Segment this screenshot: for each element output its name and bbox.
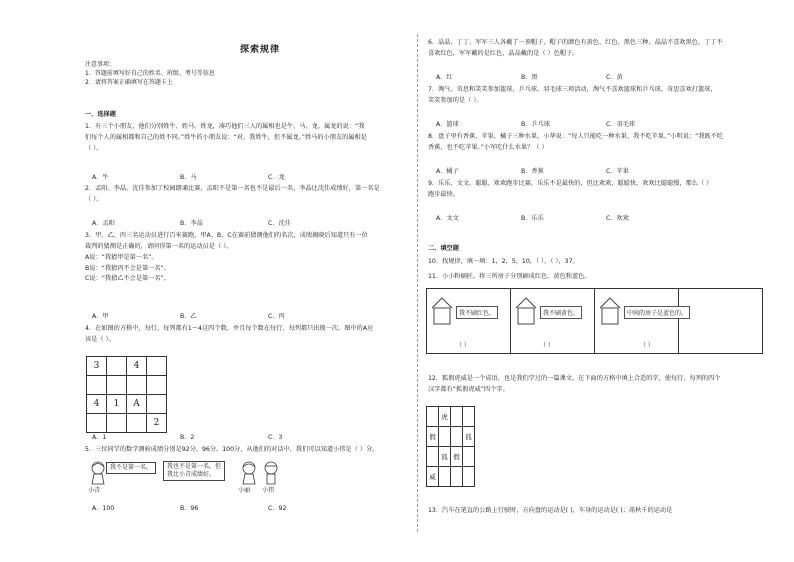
question-2 — [85, 184, 413, 206]
option-c[interactable]: C．沈佳 — [268, 220, 291, 227]
idiom-cell: 威 — [427, 467, 439, 487]
q8-options — [436, 166, 629, 175]
grid-cell — [107, 414, 127, 433]
question-3 — [85, 231, 413, 285]
notice-item: 2．请将答案正确填写在答题卡上 — [85, 79, 173, 86]
grid-cell — [127, 376, 147, 395]
question-line: 5．三位同学的数学测验成绩分别是92分、96分、100分，从他们的对话中，我们可以知道小伟是（ ）分。 — [85, 446, 379, 453]
q6-options — [436, 72, 623, 81]
question-line: 6．晶晶、丁丁、军军三人各戴了一顶帽子，帽子的颜色有黄色、红色、黑色三种。晶晶不喜欢黑色，丁丁不 — [428, 39, 723, 46]
question-line: 8．盘子里有香蕉、苹果、橘子三种水果，小华说：“每人只能吃一种水果，我不吃苹果。”小明说：“我既不吃 — [428, 133, 724, 140]
idiom-cell[interactable] — [439, 467, 451, 487]
notice-item: 1．答题前填写好自己的姓名、班级、考号等信息 — [85, 70, 215, 77]
bubble-line: 我也不是第一名，但 — [167, 463, 222, 470]
question-line: 12．狐假虎威是一个成语，也是我们学过的一篇课文。在下面的方格中填上合适的字，使每行、每列的四个 — [428, 375, 721, 382]
q7-options — [436, 119, 635, 128]
option-b[interactable]: B．香蕉 — [521, 168, 544, 175]
option-c[interactable]: C．92 — [268, 505, 287, 512]
notice-heading: 注意事项： — [85, 61, 116, 68]
house-2-label: 我不刷黄色。 — [540, 306, 582, 319]
option-c[interactable]: C．苹果 — [606, 168, 629, 175]
q2-options — [92, 218, 291, 227]
idiom-cell: 狐 — [439, 447, 451, 467]
q4-options — [92, 432, 282, 441]
grid-cell — [107, 357, 127, 376]
house-1-label: 我不刷红色。 — [456, 306, 498, 319]
option-b[interactable]: B．黑 — [521, 74, 538, 81]
question-4 — [85, 324, 413, 346]
question-line: 4．在如图的方格中，每行、每列都有1～4这四个数，并且每个数在每行、每列都只出现一次。图中的A应 — [85, 325, 374, 332]
question-line: B说：“我猜丙不会是第一名”。 — [85, 264, 170, 272]
question-line: 汉字都有“狐假虎威”四个字。 — [428, 385, 509, 393]
grid-cell: 1 — [107, 395, 127, 414]
question-7 — [428, 85, 764, 107]
option-a[interactable]: A．孟阳 — [92, 220, 115, 227]
question-line: 7．淘气、奇思和笑笑参加篮球、乒乓球、羽毛球三项活动，淘气不喜欢篮球和乒乓球，奇思喜欢打篮球， — [428, 86, 717, 93]
name-xiaowei: 小伟 — [262, 487, 275, 494]
option-a[interactable]: A．篮球 — [436, 121, 459, 128]
house-3-answer[interactable]: （ ） — [640, 342, 654, 349]
houses-panel — [426, 288, 763, 354]
question-8 — [428, 132, 764, 154]
number-grid — [86, 356, 167, 433]
question-line: 3．甲、乙、丙三名运动员进行百米赛跑，甲A、B、C在赛前猜测他们的名次，成绩揭晓后知道只有一位 — [85, 232, 368, 239]
option-a[interactable]: A．红 — [436, 74, 453, 81]
idiom-cell: 虎 — [439, 407, 451, 427]
idiom-cell: 假 — [451, 447, 463, 467]
question-10: 10．找规律，填一填：1，2，5，10，（ ），（ ），37。 — [428, 258, 579, 265]
section-heading-choice: 一、选择题 — [85, 111, 116, 118]
notice-block — [85, 60, 215, 87]
option-b[interactable]: B．乙 — [180, 313, 197, 320]
speech-bubble-xiaoli — [163, 461, 225, 481]
option-c[interactable]: C．羽毛球 — [606, 121, 636, 128]
q9-options — [436, 213, 629, 222]
house-2-icon — [514, 296, 538, 326]
question-line: （ ）。 — [85, 195, 103, 203]
question-line: 们每个人的属相都和自己的姓不同。”姓牛的小朋友说：“对，我姓牛，但不属龙。”姓马的小朋友的属相是 — [85, 133, 367, 141]
question-6 — [428, 38, 764, 60]
house-3-icon — [598, 296, 622, 326]
option-a[interactable]: A．甲 — [92, 313, 109, 320]
question-9 — [428, 179, 764, 201]
option-c[interactable]: C．欢欢 — [606, 215, 629, 222]
grid-cell: 4 — [87, 395, 107, 414]
option-c[interactable]: C．黄 — [606, 74, 623, 81]
speech-bubble-xiaoqing: 我不是第一名。 — [106, 462, 156, 474]
page-title: 探索规律 — [239, 45, 280, 55]
grid-cell: A — [127, 395, 147, 414]
option-b[interactable]: B．2 — [180, 434, 195, 441]
name-xiaoli: 小丽 — [238, 487, 251, 494]
idiom-cell[interactable] — [451, 467, 463, 487]
question-line: 该是（ ）。 — [85, 335, 115, 343]
question-line: 1．有三个小朋友，他们分别姓牛、姓马、姓龙，凑巧他们三人的属相也是牛、马、龙。属龙的说：“我 — [85, 123, 365, 130]
option-a[interactable]: A．100 — [92, 505, 115, 512]
grid-cell — [147, 376, 167, 395]
idiom-cell[interactable] — [439, 427, 451, 447]
idiom-cell[interactable] — [463, 447, 475, 467]
idiom-cell[interactable] — [427, 447, 439, 467]
column-divider — [417, 34, 418, 532]
idiom-cell[interactable] — [463, 467, 475, 487]
option-c[interactable]: C．丙 — [268, 313, 285, 320]
question-line: 笑笑参加的是（ ）。 — [428, 96, 483, 104]
question-line: 跑步最快。 — [428, 190, 459, 198]
question-line: （ ）。 — [85, 144, 103, 152]
option-c[interactable]: C．3 — [268, 434, 283, 441]
question-12 — [428, 374, 764, 396]
option-a[interactable]: A．文文 — [436, 215, 459, 222]
question-5 — [85, 445, 415, 456]
idiom-cell[interactable] — [451, 427, 463, 447]
question-line: 裁判的猜测是正确的，请问得第一名的运动员是（ ）。 — [85, 242, 233, 250]
idiom-cell[interactable] — [427, 407, 439, 427]
idiom-cell: 狐 — [463, 427, 475, 447]
idiom-cell[interactable] — [451, 407, 463, 427]
grid-cell — [87, 376, 107, 395]
question-line: C说：“我猜乙不会是第一名”。 — [85, 275, 170, 283]
option-c[interactable]: C．龙 — [268, 174, 285, 181]
house-2-answer[interactable]: （ ） — [540, 342, 554, 349]
option-b[interactable]: B．乐乐 — [521, 215, 544, 222]
question-line: 2．孟阳、李晶、沈佳参加了校园朗诵比赛，孟阳不是第一名也不是最后一名，李晶比沈佳成绩好，第一名是 — [85, 185, 380, 192]
option-b[interactable]: B．乒乓球 — [521, 121, 550, 128]
option-b[interactable]: B．李晶 — [180, 220, 203, 227]
idiom-cell: 假 — [427, 427, 439, 447]
house-1-icon — [430, 296, 454, 326]
question-line: 香蕉，也不吃苹果。”小军吃什么水果？（ ） — [428, 143, 548, 151]
grid-cell — [107, 376, 127, 395]
grid-cell: 2 — [147, 414, 167, 433]
idiom-grid — [426, 406, 475, 487]
grid-cell — [147, 395, 167, 414]
option-b[interactable]: B．马 — [180, 174, 197, 181]
idiom-cell[interactable] — [463, 407, 475, 427]
section-heading-fill: 二、填空题 — [428, 245, 459, 252]
grid-cell — [127, 414, 147, 433]
option-b[interactable]: B．96 — [180, 505, 199, 512]
question-line: 喜欢红色，军军戴的是红色，晶晶戴的是（ ）色帽子。 — [428, 49, 579, 57]
grid-cell — [147, 357, 167, 376]
option-a[interactable]: A．牛 — [92, 174, 109, 181]
option-a[interactable]: A．1 — [92, 434, 107, 441]
grid-cell — [87, 414, 107, 433]
q1-options — [92, 172, 285, 181]
grid-cell: 4 — [127, 357, 147, 376]
house-3-label: 中间的房子是蓝色的。 — [624, 306, 690, 319]
name-xiaoqing: 小青 — [88, 487, 101, 494]
question-line: A说：“我猜甲是第一名”。 — [85, 253, 158, 261]
option-a[interactable]: A．橘子 — [436, 168, 459, 175]
q5-options — [92, 503, 286, 512]
question-13: 13．汽车在笔直的公路上行驶时，方向盘的运动是( )，车身的运动是( )；荡秋千的运动是 — [428, 507, 673, 514]
house-1-answer[interactable]: （ ） — [456, 342, 470, 349]
question-line: 9．乐乐、文文、聪聪、欢欢跑步比赛，乐乐不是最快的，但比欢欢、聪聪快，欢欢比聪聪慢，那么（ ） — [428, 180, 713, 187]
bubble-line: 我比小青成绩好。 — [167, 471, 216, 479]
q3-options — [92, 311, 285, 320]
grid-cell: 3 — [87, 357, 107, 376]
question-11: 11．小小粉刷匠。将三所房子分别刷成红色、黄色和蓝色。 — [428, 273, 591, 280]
question-1 — [85, 122, 413, 155]
